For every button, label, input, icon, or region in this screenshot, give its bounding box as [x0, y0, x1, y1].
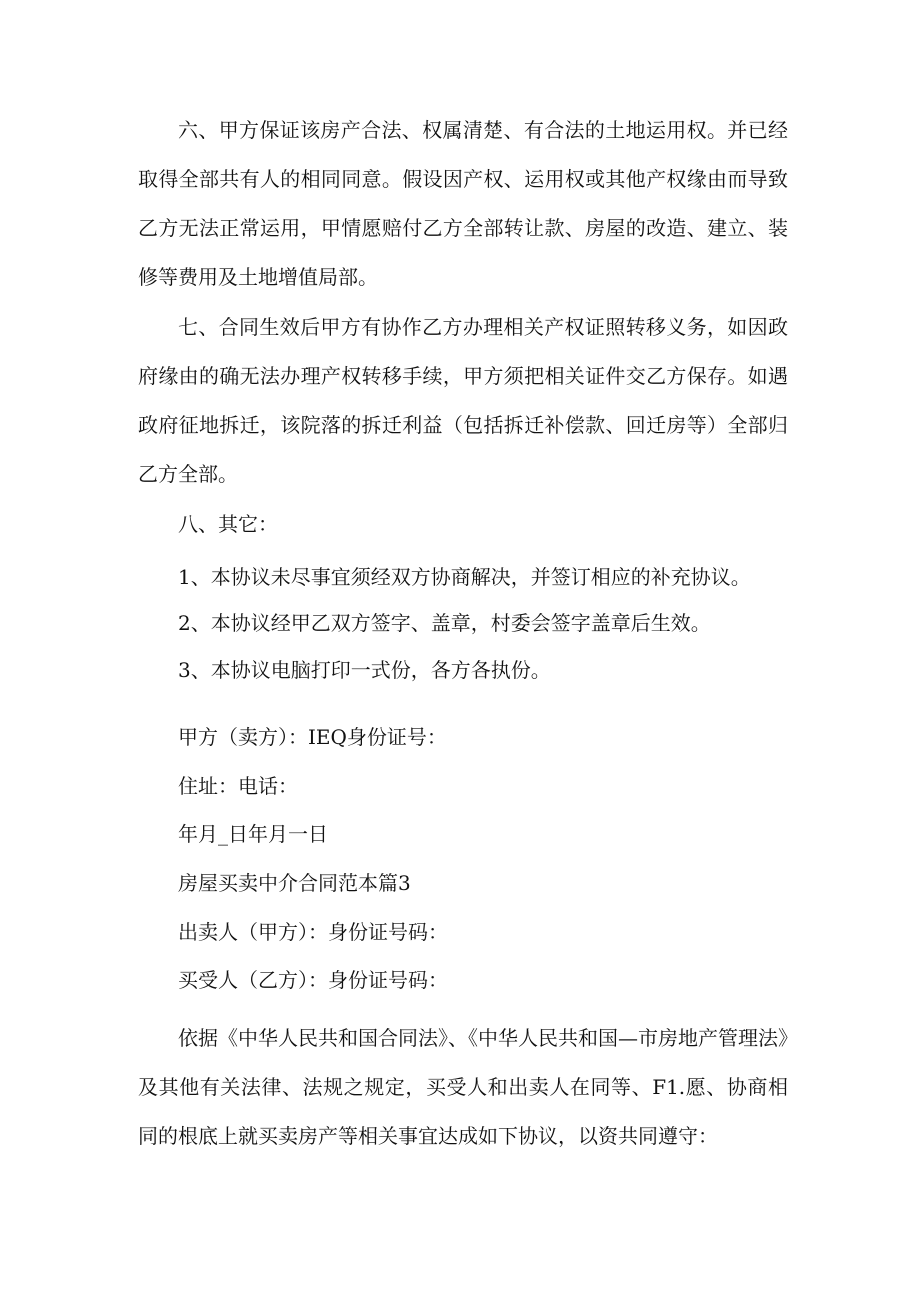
other-item-2: 2、本协议经甲乙双方签字、盖章，村委会签字盖章后生效。 [178, 611, 711, 635]
contract-title-heading: 房屋买卖中介合同范本篇3 [178, 871, 411, 895]
address-phone-line: 住址：电话： [178, 774, 298, 798]
agreement-intro-paragraph: 依据《中华人民共和国合同法》、《中华人民共和国—市房地产管理法》及其他有关法律、法规之规定，买受人和出卖人在同等、F1.愿、协商相同的根底上就买卖房产等相关事宜达成如下协议，以资共同遵守： [138, 1026, 788, 1148]
date-line: 年月_日年月一日 [178, 822, 328, 846]
seller-line: 出卖人（甲方）：身份证号码： [178, 920, 448, 944]
other-item-3: 3、本协议电脑打印一式份，各方各执份。 [178, 658, 551, 682]
party-a-line: 甲方（卖方）：IEQ身份证号： [178, 725, 447, 749]
clause-six-paragraph: 六、甲方保证该房产合法、权属清楚、有合法的土地运用权。并已经取得全部共有人的相同同意。假设因产权、运用权或其他产权缘由而导致乙方无法正常运用，甲情愿赔付乙方全部转让款、房屋的改造、建立、装修等费用及土地增值局部。 [138, 118, 788, 289]
other-item-1: 1、本协议未尽事宜须经双方协商解决，并签订相应的补充协议。 [178, 565, 751, 589]
clause-seven-paragraph: 七、合同生效后甲方有协作乙方办理相关产权证照转移义务，如因政府缘由的确无法办理产权转移手续，甲方须把相关证件交乙方保存。如遇政府征地拆迁，该院落的拆迁利益（包括拆迁补偿款、回迁房等）全部归乙方全部。 [138, 315, 788, 486]
buyer-line: 买受人（乙方）：身份证号码： [178, 968, 448, 992]
clause-eight-heading: 八、其它： [178, 512, 278, 536]
